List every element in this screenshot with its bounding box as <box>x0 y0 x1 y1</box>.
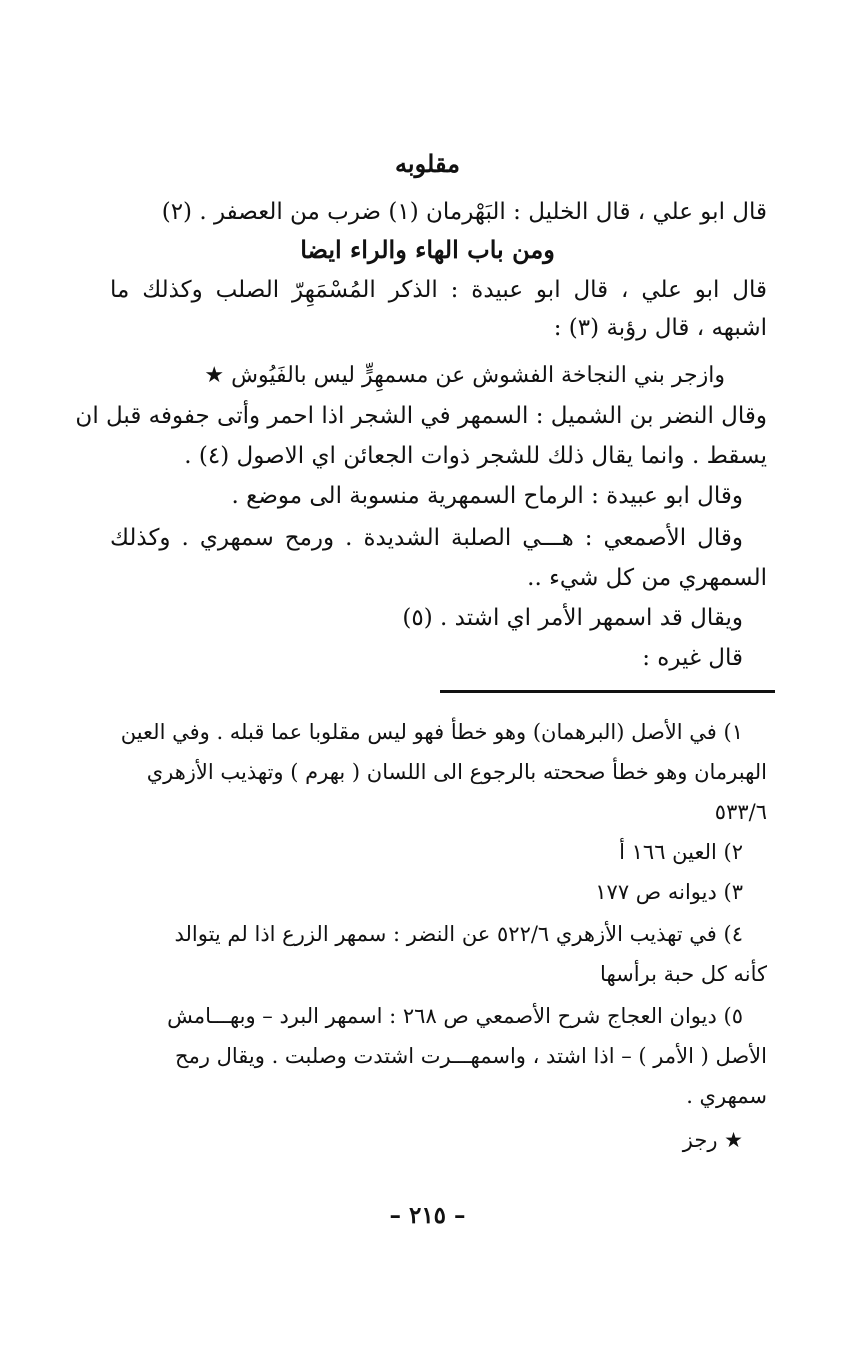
main-line-7: يسقط . وانما يقال ذلك للشجر ذوات الجعائن اي الاصول (٤) . <box>184 443 767 469</box>
main-line-4: اشبهه ، قال رؤبة (٣) : <box>553 315 767 341</box>
main-line-9: وقال الأصمعي : هـــي الصلبة الشديدة . ورمح سمهري . وكذلك <box>110 525 743 551</box>
footnote-1-line-1: ١) في الأصل (البرهمان) وهو خطأ فهو ليس مقلوبا عما قبله . وفي العين <box>120 720 743 744</box>
footnote-5-line-1: ٥) ديوان العجاج شرح الأصمعي ص ٢٦٨ : اسمهر البرد – وبهـــامش <box>167 1004 743 1028</box>
main-line-3: قال ابو علي ، قال ابو عبيدة : الذكر المُسْمَهِرّ الصلب وكذلك ما <box>110 277 767 303</box>
main-line-8: وقال ابو عبيدة : الرماح السمهرية منسوبة الى موضع . <box>231 483 743 509</box>
footnote-1-line-3: ٥٣٣/٦ <box>714 800 767 824</box>
page-number: – ٢١٥ – <box>389 1202 466 1229</box>
main-line-12: قال غيره : <box>642 645 743 671</box>
main-line-1: قال ابو علي ، قال الخليل : البَهْرمان (١) ضرب من العصفر . (٢) <box>161 199 767 225</box>
main-line-10: السمهري من كل شيء .. <box>527 565 767 591</box>
footnote-4-line-2: كأنه كل حبة برأسها <box>600 962 767 986</box>
footnote-5-line-3: سمهري . <box>686 1084 767 1108</box>
footnote-1-line-2: الهبرمان وهو خطأ صححته بالرجوع الى اللسان ( بهرم ) وتهذيب الأزهري <box>146 760 767 784</box>
section-heading-haa-raa: ومن باب الهاء والراء ايضا <box>300 235 555 264</box>
verse-line: وازجر بني النجاخة الفشوش عن مسمهِرٍّ ليس بالفَيُوش ★ <box>204 363 725 388</box>
footnote-5-line-2: الأصل ( الأمر ) – اذا اشتد ، واسمهـــرت اشتدت وصلبت . ويقال رمح <box>175 1044 767 1068</box>
footnote-4-line-1: ٤) في تهذيب الأزهري ٥٢٢/٦ عن النضر : سمهر الزرع اذا لم يتوالد <box>174 922 743 946</box>
footnote-2: ٢) العين ١٦٦ أ <box>619 840 743 864</box>
section-heading-inverted: مقلوبه <box>395 149 460 178</box>
footnote-3: ٣) ديوانه ص ١٧٧ <box>595 880 743 904</box>
footnote-divider <box>440 690 775 693</box>
main-line-11: ويقال قد اسمهر الأمر اي اشتد . (٥) <box>402 605 743 631</box>
main-line-6: وقال النضر بن الشميل : السمهر في الشجر اذا احمر وأتى جفوفه قبل ان <box>75 403 767 429</box>
rajaz-note: ★ رجز <box>682 1128 743 1152</box>
